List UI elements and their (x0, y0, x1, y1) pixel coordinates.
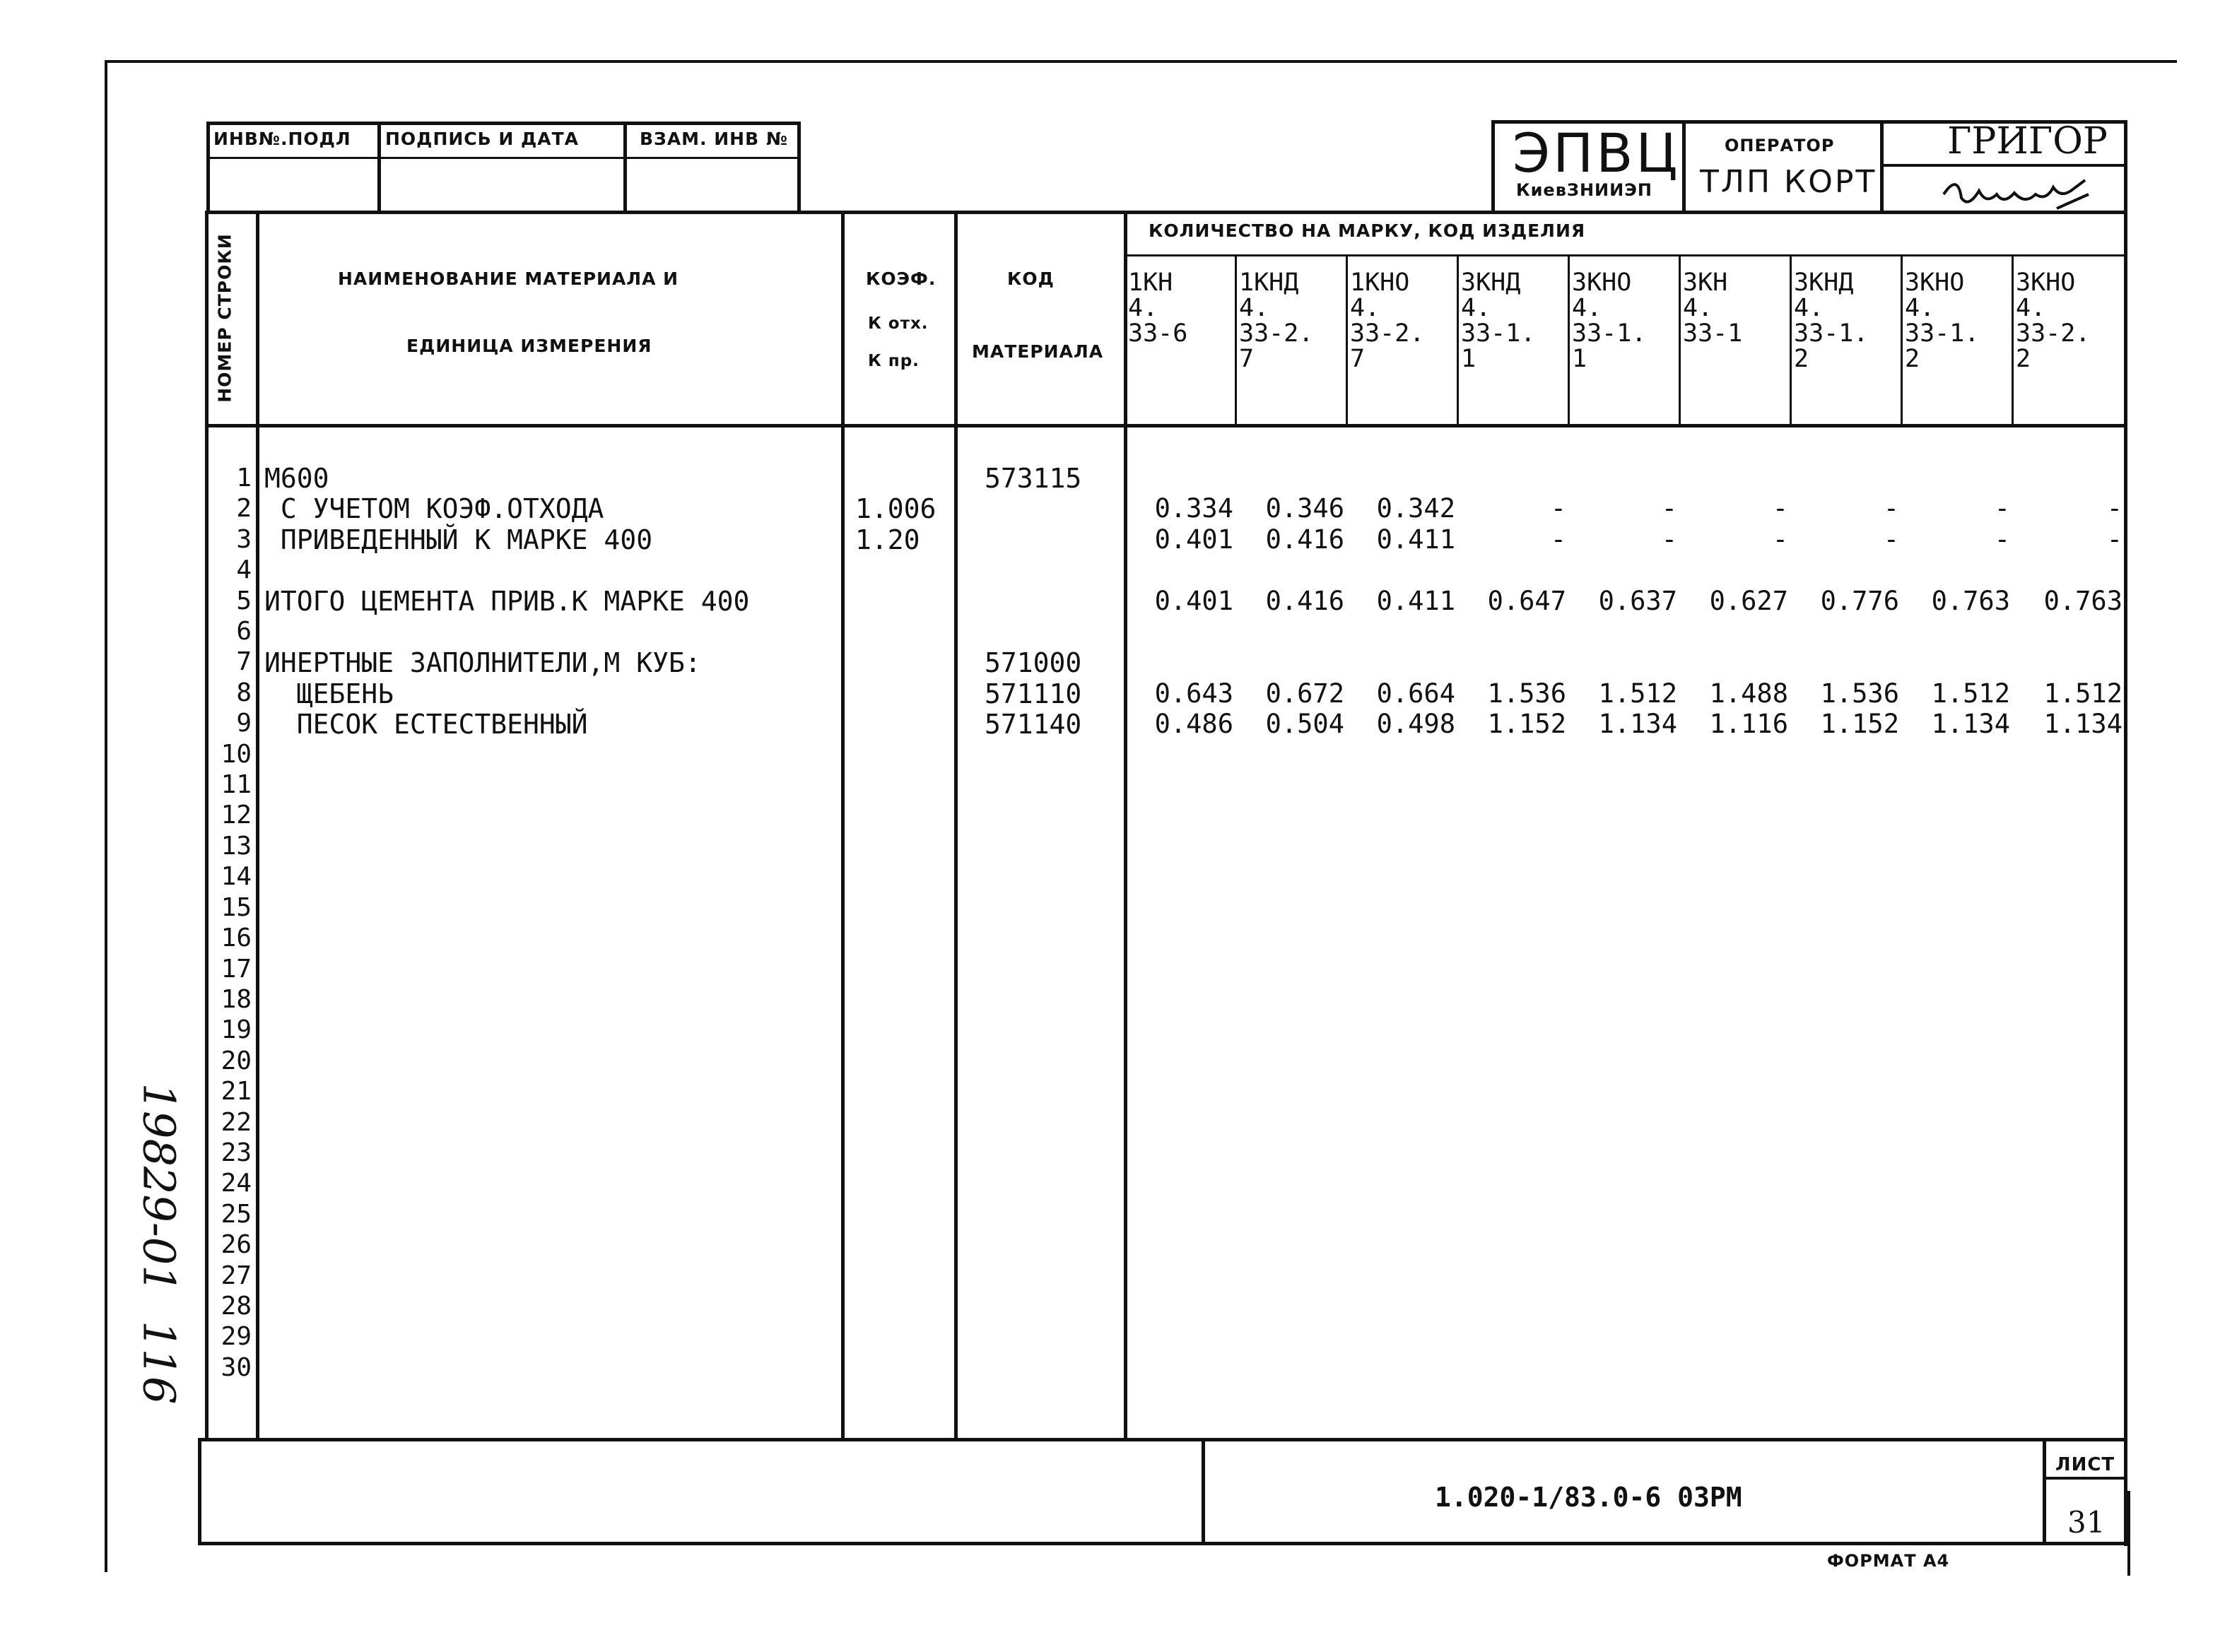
quantity-cell: 0.346 (1265, 493, 1344, 524)
mark-column-header (1461, 270, 1535, 372)
row-number: 22 (221, 1107, 252, 1137)
koef-value: 1.006 (855, 493, 937, 524)
mark-header-line: 33-1 (1683, 319, 1743, 348)
row-number: 18 (221, 984, 252, 1014)
row-number: 25 (221, 1199, 252, 1229)
mark-header-line: 4. (1905, 294, 1935, 322)
row-number: 11 (221, 770, 252, 800)
quantity-cell: - (2106, 493, 2122, 524)
mark-header-line: 3КНО (1572, 269, 1632, 297)
left-frame-line (105, 60, 107, 1572)
mark-header-line: 33-2. (2016, 319, 2091, 348)
row-number: 29 (221, 1322, 252, 1352)
mark-header-line: 1 (1572, 345, 1587, 373)
quantity-cell: 0.504 (1265, 709, 1344, 739)
quantity-cell: 0.647 (1487, 586, 1566, 616)
stamp-inv-label: ИНВ№.ПОДЛ (213, 129, 351, 149)
mark-column-header (1350, 270, 1424, 372)
quantity-cell: 0.664 (1376, 678, 1455, 709)
mark-header-line: 2 (1794, 345, 1809, 373)
mark-header-line (1128, 346, 1187, 372)
mark-header-line: 33-6 (1128, 319, 1188, 348)
name-header-line1: НАИМЕНОВАНИЕ МАТЕРИАЛА И (338, 269, 679, 289)
quantity-cell: 1.488 (1709, 678, 1788, 709)
code-header-line2: МАТЕРИАЛА (972, 341, 1104, 362)
row-number: 21 (221, 1077, 252, 1107)
quantity-cell: 0.411 (1376, 586, 1455, 616)
mark-column-header (1128, 270, 1187, 372)
sheet-number: 31 (2067, 1505, 2106, 1540)
row-number: 24 (221, 1169, 252, 1198)
mark-column-header (1905, 270, 1979, 372)
material-name: С УЧЕТОМ КОЭФ.ОТХОДА (264, 493, 604, 524)
material-name: ПРИВЕДЕННЫЙ К МАРКЕ 400 (264, 524, 653, 555)
row-number: 13 (221, 831, 252, 861)
mark-header-line: 33-1. (1572, 319, 1647, 348)
mark-column-header (2016, 270, 2090, 372)
operator-label: ОПЕРАТОР (1725, 136, 1835, 155)
row-number: 27 (221, 1261, 252, 1290)
row-number: 23 (221, 1138, 252, 1167)
material-name: ЩЕБЕНЬ (264, 678, 394, 709)
row-number: 17 (221, 954, 252, 984)
quantity-cell: - (1661, 493, 1677, 524)
material-code: 571000 (985, 647, 1082, 678)
operator-value: ТЛП КОРТ (1700, 164, 1877, 200)
quantity-cell: 0.643 (1154, 678, 1233, 709)
row-number: 14 (221, 862, 252, 892)
koef-header-line2: К отх. (868, 314, 929, 333)
stamp-replace-inv-label: ВЗАМ. ИНВ № (640, 129, 788, 149)
row-number: 9 (236, 709, 252, 738)
org-subtitle: КиевЗНИИЭП (1516, 180, 1652, 200)
row-number: 19 (221, 1015, 252, 1045)
quantity-cell: 0.334 (1154, 493, 1233, 524)
mark-header-line: 4. (1350, 294, 1380, 322)
mark-header-line: 4. (1239, 294, 1269, 322)
quantity-cell: 1.116 (1709, 709, 1788, 739)
row-number: 28 (221, 1291, 252, 1321)
row-number: 8 (236, 678, 252, 707)
quantity-cell: - (2106, 524, 2122, 555)
row-number: 2 (236, 494, 252, 524)
quantity-cell: - (1772, 493, 1788, 524)
quantity-header: КОЛИЧЕСТВО НА МАРКУ, КОД ИЗДЕЛИЯ (1149, 220, 1586, 241)
row-number: 7 (236, 647, 252, 677)
mark-header-line: 4. (1683, 294, 1713, 322)
mark-header-line: 7 (1239, 345, 1255, 373)
quantity-cell: 1.512 (1931, 678, 2010, 709)
quantity-cell: 0.637 (1598, 586, 1677, 616)
stamp-sign-date-label: ПОДПИСЬ И ДАТА (385, 129, 580, 149)
mark-header-line: 1КНО (1350, 269, 1410, 297)
row-number: 15 (221, 892, 252, 922)
quantity-cell: - (1994, 524, 2010, 555)
quantity-cell: 1.536 (1820, 678, 1899, 709)
mark-column-header (1683, 270, 1742, 372)
quantity-cell: 1.134 (1931, 709, 2010, 739)
mark-header-line: 33-2. (1350, 319, 1425, 348)
quantity-cell: - (1550, 493, 1566, 524)
mark-column-header (1239, 270, 1313, 372)
material-name: ИТОГО ЦЕМЕНТА ПРИВ.К МАРКЕ 400 (264, 586, 750, 617)
row-number: 10 (221, 739, 252, 769)
mark-header-line: 3КНО (1905, 269, 1965, 297)
org-title: ЭПВЦ (1513, 122, 1681, 184)
mark-header-line (1683, 346, 1742, 372)
mark-header-line: 4. (1794, 294, 1824, 322)
material-name: М600 (264, 463, 329, 494)
quantity-cell: 1.134 (1598, 709, 1677, 739)
row-number: 6 (236, 617, 252, 647)
row-number: 1 (236, 464, 252, 492)
quantity-cell: 0.416 (1265, 586, 1344, 616)
quantity-cell: 1.536 (1487, 678, 1566, 709)
mark-header-line: 3КНО (2016, 269, 2076, 297)
quantity-cell: 0.763 (1931, 586, 2010, 616)
mark-header-line: 1 (1461, 345, 1476, 373)
quantity-cell: - (1661, 524, 1677, 555)
sheet-label: ЛИСТ (2055, 1454, 2115, 1475)
mark-header-line: 2 (2016, 345, 2031, 373)
material-code: 571140 (985, 709, 1082, 740)
quantity-cell: 1.152 (1487, 709, 1566, 739)
material-name: ИНЕРТНЫЕ ЗАПОЛНИТЕЛИ,М КУБ: (264, 647, 701, 678)
quantity-cell: - (1883, 524, 1899, 555)
row-number-column (205, 463, 252, 1383)
mark-header-line: 3КН (1683, 269, 1728, 297)
row-number-header: НОМЕР СТРОКИ (214, 233, 235, 403)
mark-header-line: 33-1. (1794, 319, 1869, 348)
quantity-cell: 0.401 (1154, 586, 1233, 616)
quantity-cell: - (1994, 493, 2010, 524)
mark-header-line: 4. (1572, 294, 1602, 322)
material-code: 571110 (985, 678, 1082, 709)
mark-header-line: 2 (1905, 345, 1920, 373)
row-number: 4 (236, 555, 252, 585)
format-label: ФОРМАТ А4 (1827, 1551, 1950, 1571)
mark-column-header (1572, 270, 1646, 372)
quantity-cell: 1.512 (2043, 678, 2122, 709)
mark-header-line: 1КНД (1239, 269, 1299, 297)
mark-header-line: 3КНД (1461, 269, 1521, 297)
quantity-cell: - (1550, 524, 1566, 555)
row-number: 26 (221, 1230, 252, 1260)
mark-header-line: 33-1. (1461, 319, 1536, 348)
mark-header-line: 7 (1350, 345, 1366, 373)
quantity-cell: 0.416 (1265, 524, 1344, 555)
mark-header-line: 1КН (1128, 269, 1173, 297)
name-header-line2: ЕДИНИЦА ИЗМЕРЕНИЯ (406, 336, 652, 356)
koef-header-line1: КОЭФ. (866, 269, 937, 289)
mark-header-line: 4. (2016, 294, 2046, 322)
document-code: 1.020-1/83.0-6 03РМ (1435, 1482, 1742, 1513)
row-number: 30 (221, 1352, 252, 1382)
quantity-cell: 0.776 (1820, 586, 1899, 616)
mark-column-header (1794, 270, 1868, 372)
material-name: ПЕСОК ЕСТЕСТВЕННЫЙ (264, 709, 588, 740)
row-number: 3 (236, 524, 252, 554)
quantity-cell: 0.763 (2043, 586, 2122, 616)
koef-value: 1.20 (855, 524, 920, 555)
quantity-cell: 0.672 (1265, 678, 1344, 709)
mark-header-line: 33-2. (1239, 319, 1314, 348)
person-name: ГРИГОР (1947, 120, 2108, 163)
quantity-cell: - (1883, 493, 1899, 524)
signature (1937, 166, 2092, 230)
quantity-cell: - (1772, 524, 1788, 555)
quantity-cell: 1.152 (1820, 709, 1899, 739)
quantity-cell: 0.411 (1376, 524, 1455, 555)
quantity-cell: 0.401 (1154, 524, 1233, 555)
code-header-line1: КОД (1007, 269, 1055, 289)
quantity-cell: 0.498 (1376, 709, 1455, 739)
mark-header-line: 4. (1461, 294, 1491, 322)
koef-header-line3: К пр. (868, 352, 920, 370)
quantity-cell: 0.486 (1154, 709, 1233, 739)
top-frame-line (106, 60, 2177, 63)
quantity-cell: 0.627 (1709, 586, 1788, 616)
quantity-cell: 1.134 (2043, 709, 2122, 739)
row-number: 20 (221, 1046, 252, 1075)
row-number: 12 (221, 801, 252, 830)
quantity-cell: 0.342 (1376, 493, 1455, 524)
quantity-cell: 1.512 (1598, 678, 1677, 709)
row-number: 5 (236, 586, 252, 615)
margin-handwriting: 19829-01 116 (133, 1082, 185, 1405)
mark-header-line: 4. (1128, 294, 1158, 322)
mark-header-line: 33-1. (1905, 319, 1980, 348)
mark-header-line: 3КНД (1794, 269, 1854, 297)
row-number: 16 (221, 924, 252, 953)
material-code: 573115 (985, 463, 1082, 494)
